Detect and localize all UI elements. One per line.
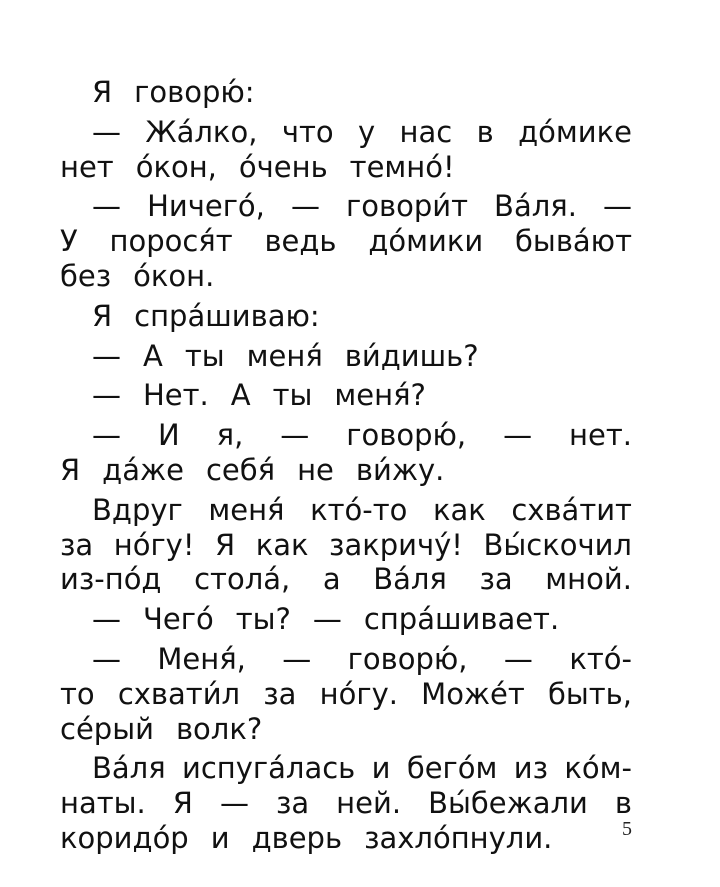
text-line: [60, 751, 632, 786]
word: ко́м-: [564, 751, 632, 786]
word: у: [357, 114, 376, 149]
word: ви́дишь?: [344, 338, 479, 373]
word: о́чень: [238, 149, 328, 184]
word: нет: [60, 149, 114, 184]
word: порося́т: [109, 224, 233, 259]
word: Я: [60, 452, 81, 487]
word: ней.: [336, 786, 402, 821]
text-line: [60, 712, 632, 747]
word: и: [371, 751, 391, 786]
word: как: [432, 492, 486, 527]
word: —: [282, 641, 312, 676]
word: из: [513, 751, 549, 786]
word: Я: [172, 786, 193, 821]
word: Нет.: [143, 378, 209, 413]
word: —: [92, 418, 121, 453]
text-line: [60, 75, 632, 110]
word: темно́!: [349, 149, 455, 184]
word: дверь: [251, 820, 343, 855]
text-line: [60, 339, 632, 374]
word: говорю́:: [134, 75, 255, 109]
word: ты: [272, 378, 313, 413]
word: но́гу.: [319, 676, 398, 711]
word: спра́шиваю:: [134, 298, 320, 333]
word: говори́т: [346, 189, 468, 224]
word: бего́м: [406, 751, 498, 786]
word: до́мике: [518, 114, 632, 149]
word: без: [60, 258, 112, 293]
word: Може́т: [421, 676, 525, 711]
word: —: [92, 641, 121, 676]
word: —: [92, 189, 121, 224]
word: захло́пнули.: [364, 820, 553, 855]
word: быть,: [547, 676, 632, 711]
text-line: [60, 786, 632, 821]
word: Я: [92, 298, 113, 333]
word: и: [210, 820, 230, 855]
word: кто́-: [569, 641, 632, 676]
word: до́мики: [368, 224, 484, 259]
word: а: [322, 562, 341, 597]
text-line: [60, 224, 632, 259]
word: ты: [184, 338, 225, 373]
text-line: [60, 150, 632, 185]
word: о́кон,: [135, 149, 217, 184]
word: что: [281, 114, 334, 149]
text-line: [60, 602, 632, 637]
word: спра́шивает.: [363, 602, 560, 637]
word: быва́ют: [515, 224, 632, 259]
word: за: [263, 676, 297, 711]
word: У: [60, 224, 78, 259]
text-line: [60, 528, 632, 563]
word: —: [92, 114, 121, 149]
word: —: [602, 189, 632, 224]
text-line: [60, 418, 632, 453]
word: наты.: [60, 786, 146, 821]
word: —: [290, 189, 320, 224]
word: нас: [399, 114, 453, 149]
word: Ва́ля: [92, 751, 166, 786]
word: Ва́ля.: [494, 189, 577, 224]
text-line: [60, 821, 632, 856]
word: испуга́лась: [182, 751, 356, 786]
word: за: [60, 527, 94, 562]
word: о́кон.: [133, 258, 215, 293]
word: —: [280, 418, 310, 453]
word: —: [219, 786, 249, 821]
word: коридо́р: [60, 820, 189, 855]
word: за: [479, 562, 513, 597]
word: в: [476, 114, 494, 149]
word: Вы́скочил: [483, 527, 632, 562]
word: но́гу!: [113, 527, 195, 562]
word: —: [92, 378, 121, 413]
word: нет.: [569, 418, 632, 453]
word: закричу́!: [329, 527, 463, 562]
word: Ва́ля: [373, 562, 447, 597]
word: то: [60, 676, 95, 711]
text-line: [60, 642, 632, 677]
word: А: [143, 338, 163, 373]
word: за: [275, 786, 310, 821]
word: меня́: [246, 338, 323, 373]
word: ви́жу.: [355, 452, 445, 487]
page-number: 5: [622, 818, 632, 840]
word: стола́,: [194, 562, 291, 597]
word: Вдруг: [92, 492, 183, 527]
word: да́же: [102, 452, 184, 487]
word: в: [614, 786, 632, 821]
word: А: [230, 378, 251, 413]
word: —: [92, 338, 121, 373]
word: не: [297, 452, 334, 487]
word: меня́: [208, 492, 285, 527]
word: —: [503, 641, 533, 676]
text-line: [60, 189, 632, 224]
word: Вы́бежали: [428, 786, 588, 821]
text-line: [60, 299, 632, 334]
word: говорю́,: [347, 641, 468, 676]
word: говорю́,: [346, 418, 467, 453]
text-line: [60, 562, 632, 597]
word: ты?: [235, 602, 291, 637]
word: —: [312, 602, 342, 637]
word: Меня́,: [157, 641, 246, 676]
word: схва́тит: [511, 492, 632, 527]
word: —: [92, 602, 121, 637]
word: Я: [92, 75, 113, 109]
word: себя́: [205, 452, 276, 487]
word: —: [503, 418, 533, 453]
word: как: [255, 527, 309, 562]
word: мной.: [545, 562, 632, 597]
word: из-по́д: [60, 562, 162, 597]
word: я,: [216, 418, 244, 453]
text-line: [60, 115, 632, 150]
word: И: [157, 418, 180, 453]
text-line: [60, 493, 632, 528]
word: се́рый: [60, 711, 154, 746]
text-line: [60, 259, 632, 294]
word: Жа́лко,: [145, 114, 258, 149]
text-line: [60, 677, 632, 712]
text-line: [60, 378, 632, 413]
story-text: [60, 75, 632, 856]
text-line: [60, 453, 632, 488]
word: Чего́: [143, 602, 214, 637]
word: ведь: [264, 224, 337, 259]
word: волк?: [175, 711, 263, 746]
word: Ничего́,: [147, 189, 265, 224]
word: Я: [215, 527, 236, 562]
word: схвати́л: [117, 676, 241, 711]
word: меня́?: [334, 378, 426, 413]
word: кто́-то: [310, 492, 408, 527]
